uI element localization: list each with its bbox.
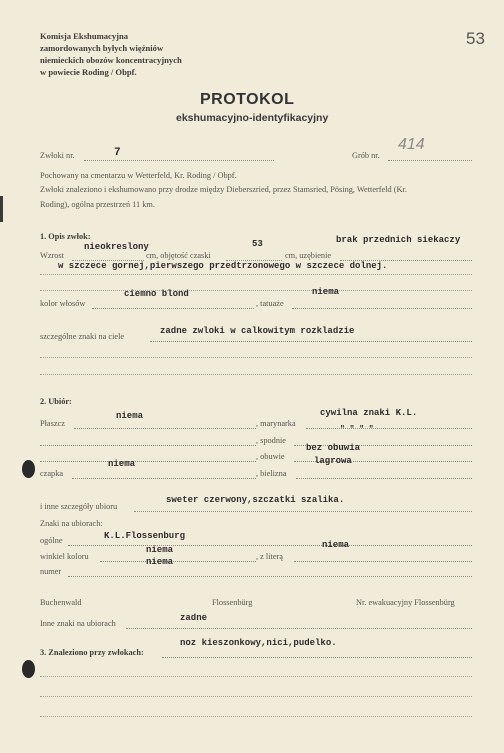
header-line-2: zamordowanych byłych więźniów xyxy=(40,43,164,53)
znaki-label: szczególne znaki na ciele xyxy=(40,332,125,341)
section3-value: noz kieszonkowy,nici,pudelko. xyxy=(180,638,337,648)
zwloki-value: 7 xyxy=(114,147,121,159)
marynarka-value: cywilna znaki K.L. xyxy=(320,408,418,418)
inne-znaki-label: Inne znaki na ubiorach xyxy=(40,619,116,628)
cm1-label: cm, objętość czaski xyxy=(146,251,211,260)
blank-line-5 xyxy=(40,696,472,697)
camp-buchenwald: Buchenwald xyxy=(40,598,82,607)
uzebienie-continued: w szczece gornej,pierwszego przedtrzonowego w szczece dolnej. xyxy=(58,261,388,271)
blank-line-1 xyxy=(40,290,472,291)
spodnie-label: , spodnie xyxy=(256,436,286,445)
blank-line-6 xyxy=(40,716,472,717)
winkiel-label: winkiel koloru xyxy=(40,552,89,561)
czapka-value: niema xyxy=(108,459,136,469)
tatuaze-label: , tatuaże xyxy=(256,299,284,308)
ogolne-value: K.L.Flossenburg xyxy=(104,531,186,541)
znaki-line xyxy=(150,341,472,342)
inne-znaki-line xyxy=(126,628,472,629)
grob-value: 414 xyxy=(398,136,425,153)
marynarka-line xyxy=(306,428,472,429)
tatuaze-value: niema xyxy=(312,287,340,297)
kolor-label: kolor włosów xyxy=(40,299,86,308)
grob-label: Grób nr. xyxy=(352,151,380,160)
wzrost-value: nieokreslony xyxy=(84,242,149,252)
bielizna-value: lagrowa xyxy=(314,456,352,466)
marynarka-ditto-marks: " " " " xyxy=(340,425,374,434)
plaszcz-line xyxy=(74,428,256,429)
punch-hole-bottom xyxy=(22,660,35,678)
obuwie-value: bez obuwia xyxy=(306,443,361,453)
z-litera-value: niema xyxy=(322,540,350,550)
winkiel-line xyxy=(100,561,256,562)
znaki-value: zadne zwloki w calkowitym rozkladzie xyxy=(160,326,355,336)
bielizna-label: , bielizna xyxy=(256,469,287,478)
document-title: PROTOKOL xyxy=(200,91,295,108)
zwloki-label: Zwłoki nr. xyxy=(40,151,75,160)
czapka-label: czapka xyxy=(40,469,64,478)
header-line-3: niemieckich obozów koncentracyjnych xyxy=(40,55,182,65)
ogolne-label: ogólne xyxy=(40,536,63,545)
bielizna-line xyxy=(296,478,472,479)
uzebienie-value: brak przednich siekaczy xyxy=(336,235,461,245)
blank-line-4 xyxy=(40,676,472,677)
czaska-value: 53 xyxy=(252,239,263,249)
header-line-1: Komisja Ekshumacyjna xyxy=(40,31,129,41)
intro-line-1: Pochowany na cmentarzu w Wetterfeld, Kr. Roding / Obpf. xyxy=(40,171,237,180)
czapka-line xyxy=(72,478,256,479)
page-number: 53 xyxy=(466,29,485,48)
tatuaze-line xyxy=(292,308,472,309)
inne-znaki-value: zadne xyxy=(180,613,208,623)
header-line-4: w powiecie Roding / Obpf. xyxy=(40,67,137,77)
punch-hole-top xyxy=(22,460,35,478)
wzrost-label: Wzrost xyxy=(40,251,64,260)
uzebienie-cont-line xyxy=(40,274,472,275)
section2-heading: 2. Ubiór: xyxy=(40,397,72,406)
section3-line xyxy=(162,657,472,658)
camp-flossenburg: Flossenbürg xyxy=(212,598,253,607)
inne-szczegoly-line xyxy=(134,511,472,512)
binding-mark xyxy=(0,196,3,222)
zwloki-line xyxy=(84,160,274,161)
section1-heading: 1. Opis zwłok: xyxy=(40,232,91,241)
blank-line-3 xyxy=(40,374,472,375)
marynarka-label: , marynarka xyxy=(256,419,296,428)
evacuation-number-label: Nr. ewakuacyjny Flossenbürg xyxy=(356,598,455,607)
section3-heading: 3. Znaleziono przy zwłokach: xyxy=(40,648,144,657)
znaki-na-ubiorach-label: Znaki na ubiorach: xyxy=(40,519,103,528)
kolor-line xyxy=(92,308,254,309)
cm2-label: cm, uzębienie xyxy=(285,251,332,260)
winkiel-value: niema xyxy=(146,545,174,555)
numer-line xyxy=(68,576,472,577)
plaszcz-label: Płaszcz xyxy=(40,419,65,428)
z-litera-label: , z literą xyxy=(256,552,283,561)
z-litera-line xyxy=(294,561,472,562)
intro-line-2: Zwłoki znaleziono i ekshumowano przy drodze między Dieberszried, przez Stamsried, Pösing, Wetterfeld (Kr. xyxy=(40,185,407,194)
obuwie-label: , obuwie xyxy=(256,452,285,461)
numer-value: niema xyxy=(146,557,174,567)
intro-line-3: Roding), ogólna przestrzeń 11 km. xyxy=(40,200,155,209)
blank-line-2 xyxy=(40,357,472,358)
plaszcz-value: niema xyxy=(116,411,144,421)
numer-label: numer xyxy=(40,567,62,576)
spodnie-left-line xyxy=(40,445,256,446)
inne-szczegoly-label: i inne szczegóły ubioru xyxy=(40,502,118,511)
obuwie-left-line xyxy=(40,461,256,462)
grob-line xyxy=(388,160,472,161)
ogolne-line xyxy=(68,545,472,546)
document-subtitle: ekshumacyjno-identyfikacyjny xyxy=(176,112,329,124)
kolor-value: ciemno blond xyxy=(124,289,189,299)
inne-szczegoly-value: sweter czerwony,szczatki szalika. xyxy=(166,495,345,505)
